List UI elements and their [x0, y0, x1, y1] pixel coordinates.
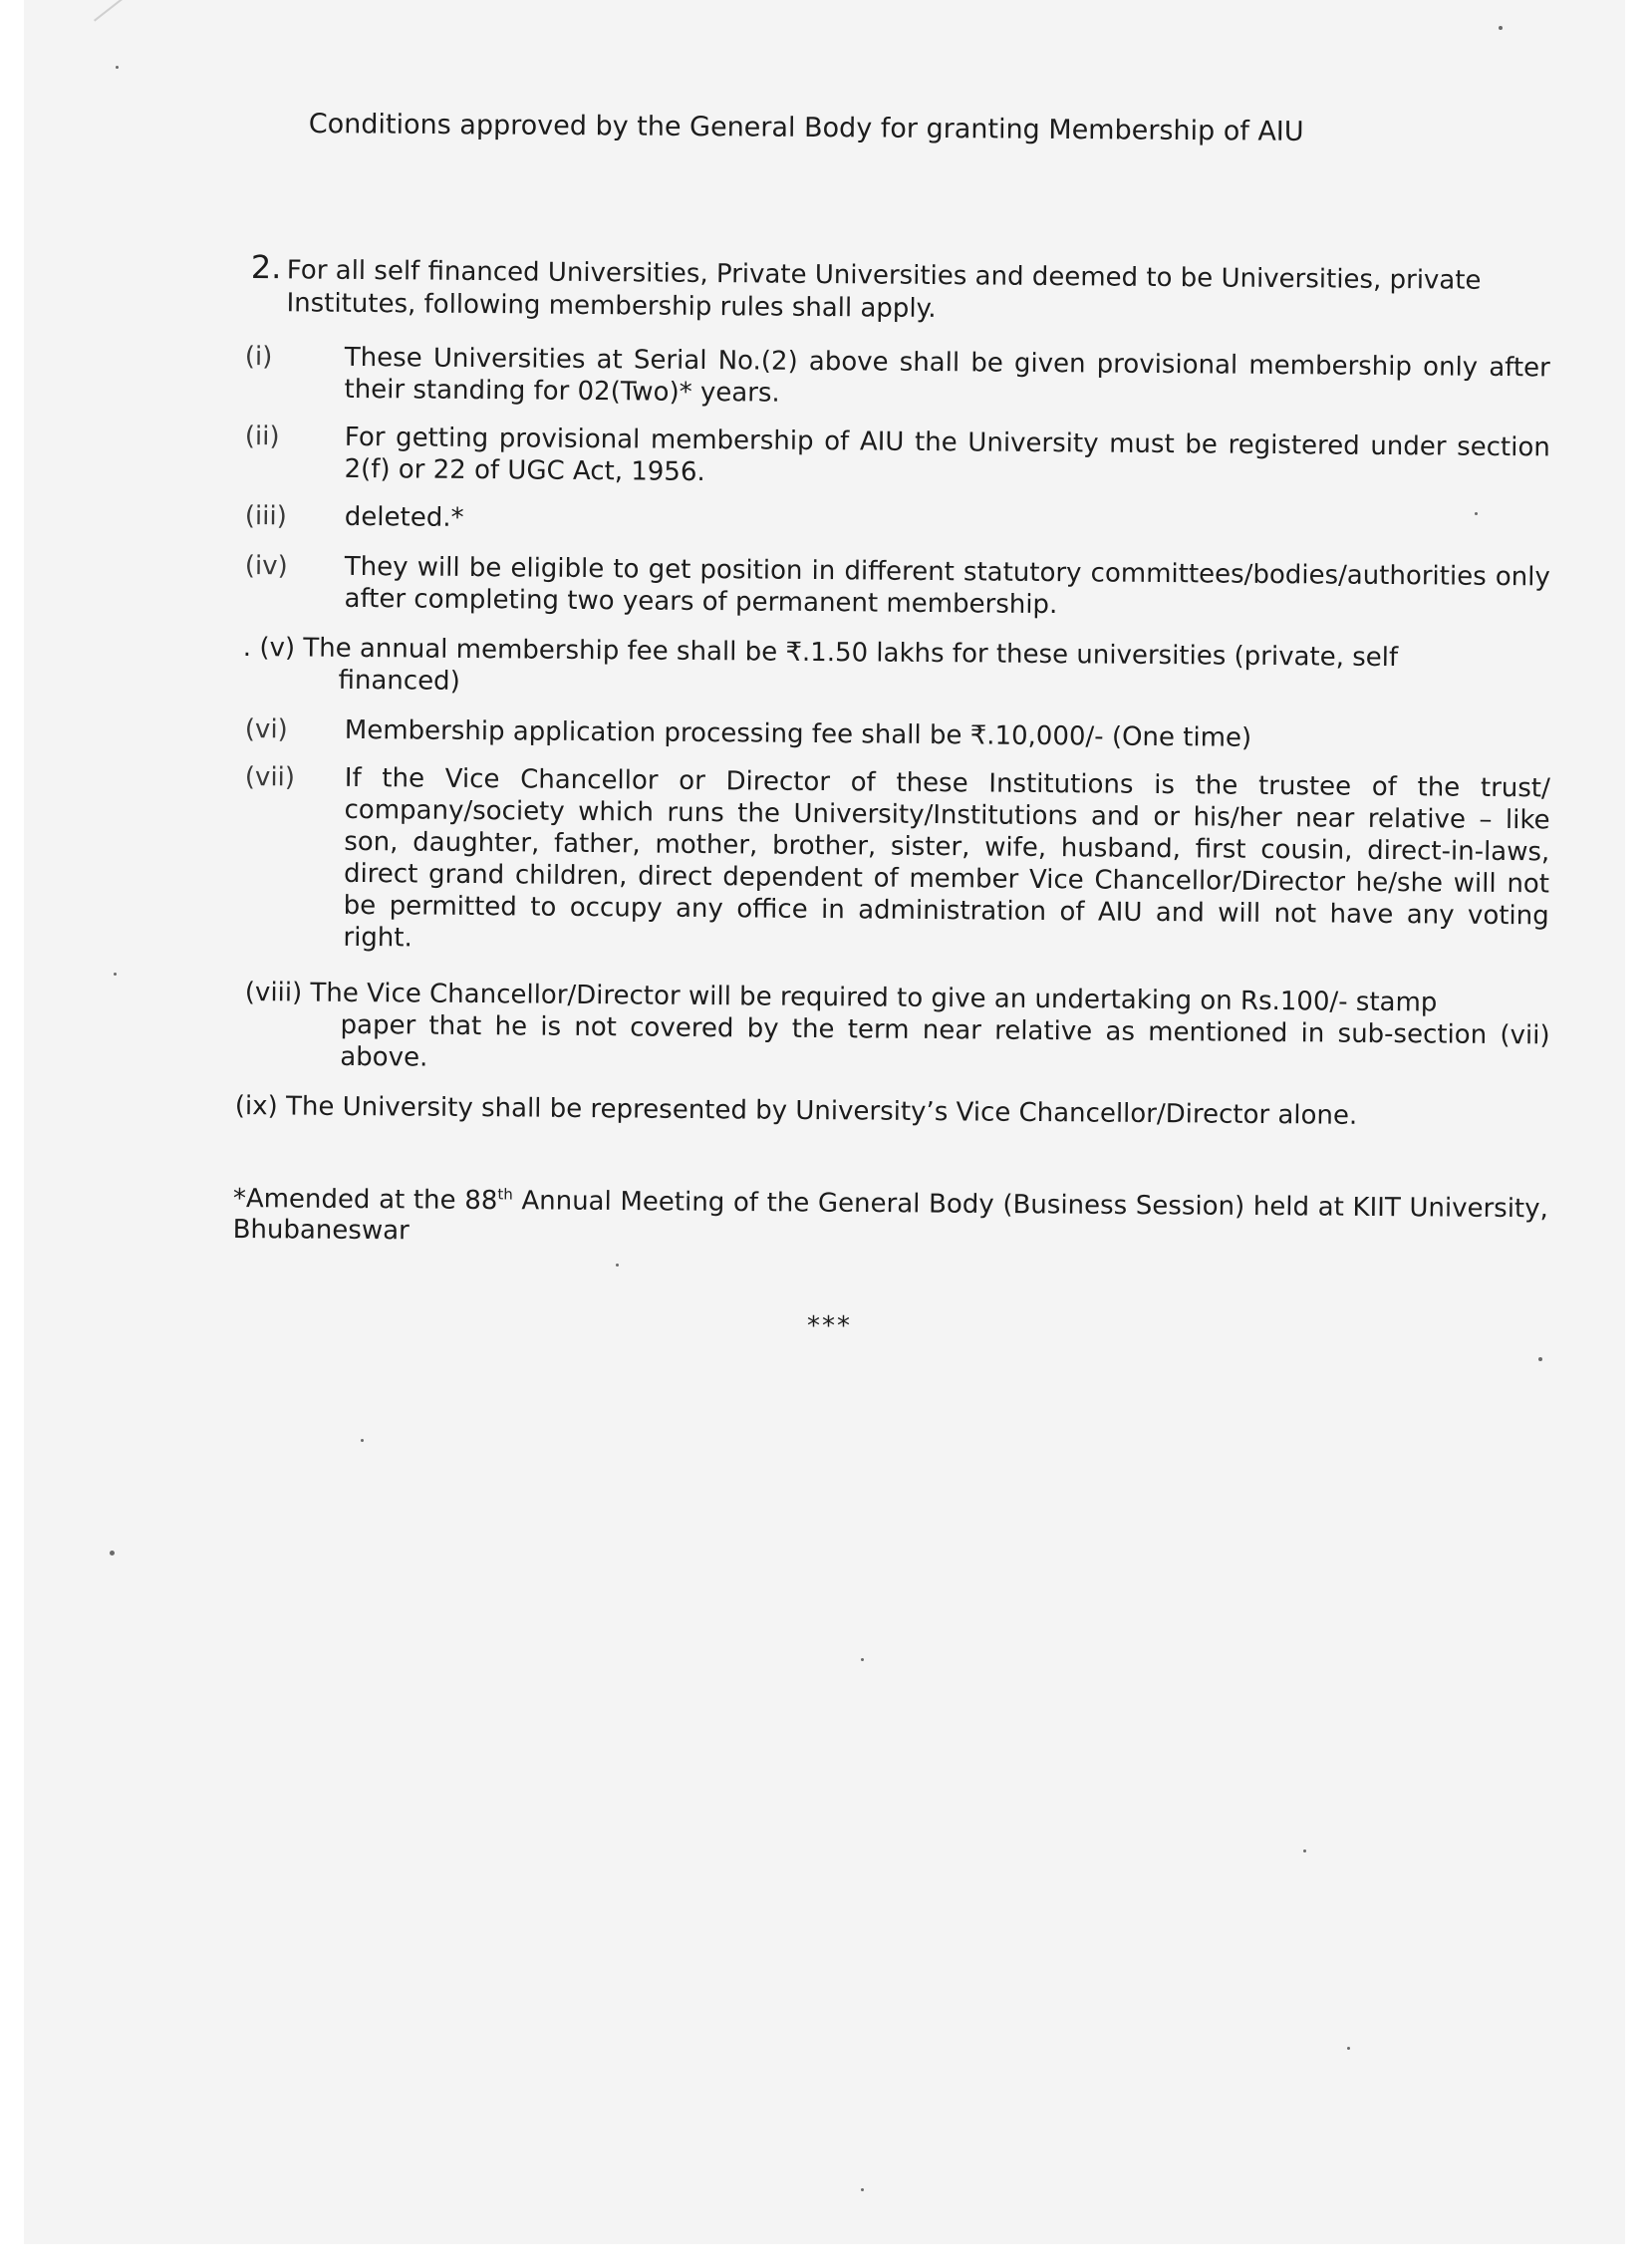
clause-text-rest: financed) [338, 665, 460, 697]
clause-text: These Universities at Serial No.(2) above shall be given provisional membership only after their standing for 02(Two)* years. [344, 342, 1550, 409]
clause-number: (iii) [244, 500, 287, 532]
clause-text-first-line: The Vice Chancellor/Director will be required to give an undertaking on Rs.100/- stamp [310, 978, 1438, 1018]
clause-number: (ix) [234, 1091, 278, 1122]
clause-text [242, 632, 1548, 707]
clause-v [242, 632, 1548, 707]
scan-speck [361, 1439, 364, 1442]
footnote-superscript: th [497, 1185, 513, 1204]
clause-viii [244, 977, 1550, 1083]
section-2-intro [250, 248, 1546, 331]
clause-i [244, 341, 1550, 416]
scan-speck [1475, 512, 1478, 515]
scanned-page [24, 0, 1625, 2244]
clause-number: (vi) [244, 713, 288, 745]
document-title: Conditions approved by the General Body for granting Membership of AIU [308, 108, 1304, 147]
clause-number: (i) [244, 341, 273, 373]
clause-text: Membership application processing fee shall be ₹.10,000/- (One time) [344, 714, 1252, 753]
clause-text: If the Vice Chancellor or Director of these Institutions is the trustee of the trust/ company/society which runs the University/Institutions and or his/her near relative – like son, daughter, father, mother, brother, sister, wife, husband, first cousin, direct-in-laws, direct grand children, direct dependent of member Vice Chancellor/Director he/she will not be permitted to occupy any office in administration of AIU and will not have any voting right. [343, 762, 1550, 954]
footnote-text-before: *Amended at the 88 [232, 1184, 498, 1217]
clause-vi [245, 713, 1550, 756]
clause-number: . (v) [242, 632, 296, 664]
clause-text [244, 977, 1550, 1083]
clause-ix [235, 1090, 1550, 1135]
clause-number: (iv) [244, 550, 288, 582]
scan-speck [616, 1264, 619, 1267]
clause-number: (viii) [244, 977, 303, 1008]
footnote-text-after: Annual Meeting of the General Body (Business Session) held at KIIT University, Bhubaneswar [232, 1186, 1548, 1247]
scan-speck [1303, 1849, 1306, 1852]
intro-line-2: Institutes, following membership rules shall apply. [286, 288, 937, 325]
scan-scratch-mark [94, 0, 189, 22]
scan-speck [110, 1551, 115, 1556]
clause-text: They will be eligible to get position in different statutory committees/bodies/authorities only after completing two years of permanent membership. [344, 551, 1550, 621]
clause-text: For getting provisional membership of AIU the University must be registered under section 2(f) or 22 of UGC Act, 1956. [344, 422, 1550, 488]
scan-speck [861, 2188, 864, 2191]
clause-iii [245, 500, 1550, 543]
scan-speck [116, 66, 119, 69]
scan-speck [1499, 26, 1503, 30]
scan-speck [1538, 1357, 1542, 1361]
clause-ii [244, 421, 1550, 495]
clause-number: (vii) [244, 761, 296, 793]
scan-speck [1347, 2047, 1350, 2050]
clause-vii [243, 761, 1550, 964]
amendment-footnote [233, 1184, 1548, 1256]
scan-speck [114, 973, 117, 976]
clause-text: deleted.* [344, 501, 464, 533]
scan-speck [861, 1658, 864, 1661]
clause-text-rest: paper that he is not covered by the term near relative as mentioned in sub-section (vii) above. [340, 1009, 1550, 1073]
clause-iv [244, 550, 1550, 625]
clause-text: The University shall be represented by University’s Vice Chancellor/Director alone. [285, 1091, 1358, 1131]
intro-line-1: For all self financed Universities, Private Universities and deemed to be Universities, private [286, 255, 1482, 296]
section-number: 2. [250, 248, 282, 287]
clause-text-first-line: The annual membership fee shall be ₹.1.50 lakhs for these universities (private, self [303, 633, 1399, 674]
clause-number: (ii) [244, 421, 280, 452]
end-mark: *** [807, 1311, 852, 1341]
